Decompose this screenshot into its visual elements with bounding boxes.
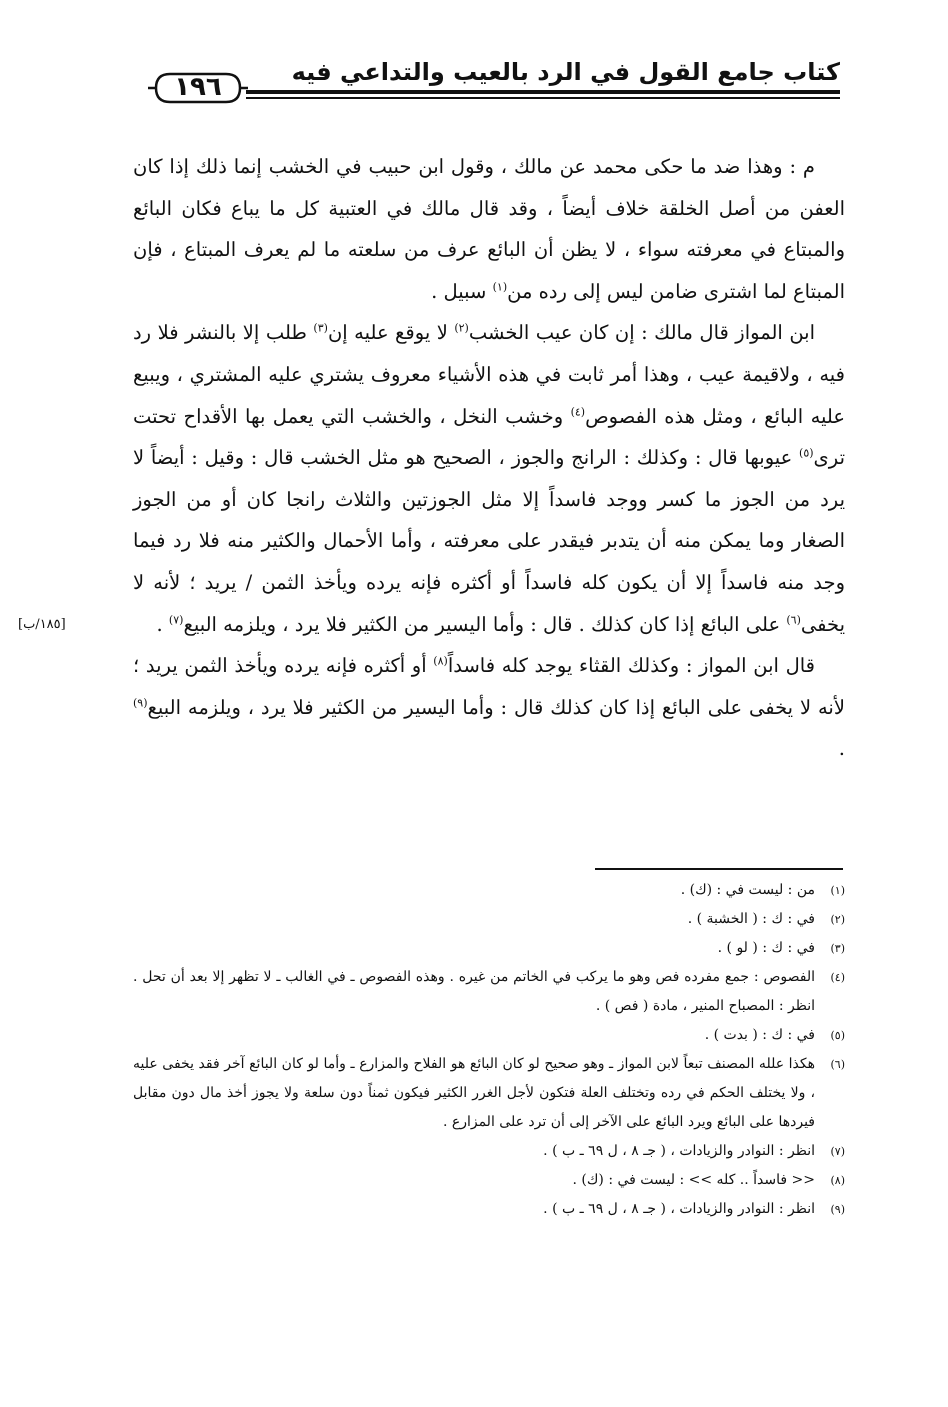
footnote-item	[133, 1195, 845, 1224]
footnote-number: (١)	[830, 884, 845, 897]
footnote-number: (٧)	[830, 1145, 845, 1158]
footnote-item	[133, 934, 845, 963]
paragraph-3-text-c: .	[838, 737, 845, 761]
page-number-badge	[148, 70, 248, 106]
paragraph-1-end: سبيل .	[431, 279, 493, 303]
footnote-text: انظر : النوادر والزيادات ، ( جـ ٨ ، ل ٦٩ ـ ب ) .	[543, 1143, 815, 1159]
paragraph-3-text-a: قال ابن المواز : وكذلك القثاء يوجد كله فاسداً	[447, 654, 815, 678]
footnote-number: (٢)	[830, 913, 845, 926]
paragraph-1	[133, 146, 845, 312]
footnote-ref: (٢)	[454, 321, 469, 335]
footnote-ref: (٨)	[433, 654, 448, 668]
footnote-ref: (٧)	[168, 613, 184, 627]
footnote-item	[133, 1050, 845, 1137]
page-header	[128, 58, 840, 110]
footnote-number: (٥)	[830, 1029, 845, 1042]
footnotes	[133, 876, 845, 1224]
footnote-ref: (٩)	[133, 696, 148, 710]
footnote-item	[133, 876, 845, 905]
paragraph-3	[133, 645, 845, 770]
paragraph-2-text-f: على البائع إذا كان كذلك . قال : وأما اليسير من الكثير فلا يرد ، ويلزمه البيع	[183, 612, 787, 636]
footnote-item	[133, 963, 845, 1021]
header-rule	[246, 90, 840, 94]
footnote-item	[133, 905, 845, 934]
footnote-text: في : ك : ( بدت ) .	[704, 1027, 815, 1043]
paragraph-2	[133, 312, 845, 645]
book-title: كتاب جامع القول في الرد بالعيب والتداعي فيه	[291, 58, 840, 86]
footnote-number: (٩)	[830, 1203, 845, 1216]
footnote-ref: (٦)	[786, 613, 801, 627]
footnote-ref: (٣)	[313, 321, 328, 335]
footnote-ref: (١)	[492, 280, 508, 294]
header-rule-thin	[246, 97, 840, 99]
footnote-ref: (٥)	[799, 446, 814, 460]
footnote-text: انظر : النوادر والزيادات ، ( جـ ٨ ، ل ٦٩ ـ ب ) .	[543, 1201, 815, 1217]
footnote-text: << فاسداً .. كله >> : ليست في : (ك) .	[572, 1172, 815, 1188]
footnote-text: في : ك : ( الخشبة ) .	[687, 911, 815, 927]
paragraph-2-text-c: طلب إلا بالنشر فلا رد فيه ، ولاقيمة عيب ، وهذا أمر ثابت في هذه الأشياء معروف يشتري عليه المشتري ، ويبيع عليه البائع ، ومثل هذه الفصوص	[133, 321, 845, 428]
footnote-ref: (٤)	[570, 405, 586, 419]
paragraph-2-text-g: .	[156, 612, 169, 636]
manuscript-folio-marker: [١٨٥/ب]	[18, 617, 66, 632]
page-number: ١٩٦	[174, 72, 222, 102]
footnote-text: في : ك : ( لو ) .	[717, 940, 815, 956]
footnote-number: (٦)	[830, 1058, 845, 1071]
paragraph-2-text-e: عيوبها قال : وكذلك : الرانج والجوز ، الصحيح هو مثل الخشب قال : وقيل : أيضاً لا يرد من الجوز ما كسر ووجد فاسداً إلا مثل الجوزتين والثلاث رانجا كان أو من الجوز الصغار وما يمكن منه أن يتدبر فيقدر على معرفته ، وأما الأحمال والكثير منه فلا رد فيما وجد منه فاسداً إلا أن يكون كله فاسداً أو أكثره فإنه يرده ويأخذ الثمن / يريد ؛ لأنه لا يخفى	[133, 446, 845, 636]
footnote-text: هكذا علله المصنف تبعاً لابن المواز ـ وهو صحيح لو كان البائع هو الفلاح والمزارع ـ وأما لو كان البائع آخر فقد يخفى عليه ، ولا يختلف الحكم في رده وتختلف العلة فتكون لأجل الغرر الكثير فيكون ثمناً دون سلعة ولا يجوز أخذ مال دون مقابل فيردها على البائع ويرد البائع على الآخر إلى أن ترد على المزارع .	[133, 1056, 815, 1130]
paragraph-2-text-b: لا يوقع عليه إن	[327, 321, 455, 345]
footnote-number: (٣)	[830, 942, 845, 955]
footnote-number: (٤)	[830, 971, 845, 984]
footnote-number: (٨)	[830, 1174, 845, 1187]
paragraph-1-text: م : وهذا ضد ما حكى محمد عن مالك ، وقول ابن حبيب في الخشب إنما ذلك إذا كان العفن من أصل الخلقة خلاف أيضاً ، وقد قال مالك في العتبية كل ما يباع فكان البائع والمبتاع في معرفته سواء ، لا يظن أن البائع عرف من سلعته ما لم يعرف المبتاع ، فإن المبتاع لما اشترى ضامن ليس إلى رده من	[133, 155, 845, 303]
main-text	[133, 146, 845, 770]
footnote-item	[133, 1166, 845, 1195]
footnote-text: الفصوص : جمع مفرده فص وهو ما يركب في الخاتم من غيره . وهذه الفصوص ـ في الغالب ـ لا تظهر إلا بعد أن تحل . انظر : المصباح المنير ، مادة ( فص ) .	[133, 969, 815, 1014]
footnote-separator	[595, 868, 843, 870]
footnote-item	[133, 1021, 845, 1050]
footnote-item	[133, 1137, 845, 1166]
paragraph-2-text-d: وخشب النخل ، والخشب التي يعمل بها الأقداح تحتت ترى	[133, 404, 845, 470]
paragraph-2-text-a: ابن المواز قال مالك : إن كان عيب الخشب	[468, 321, 816, 345]
paragraph-3-text-b: أو أكثره فإنه يرده ويأخذ الثمن يريد ؛ لأنه لا يخفى على البائع إذا كان كذلك قال : وأما اليسير من الكثير فلا يرد ، ويلزمه البيع	[133, 654, 845, 719]
footnote-text: من : ليست في : (ك) .	[680, 882, 815, 898]
